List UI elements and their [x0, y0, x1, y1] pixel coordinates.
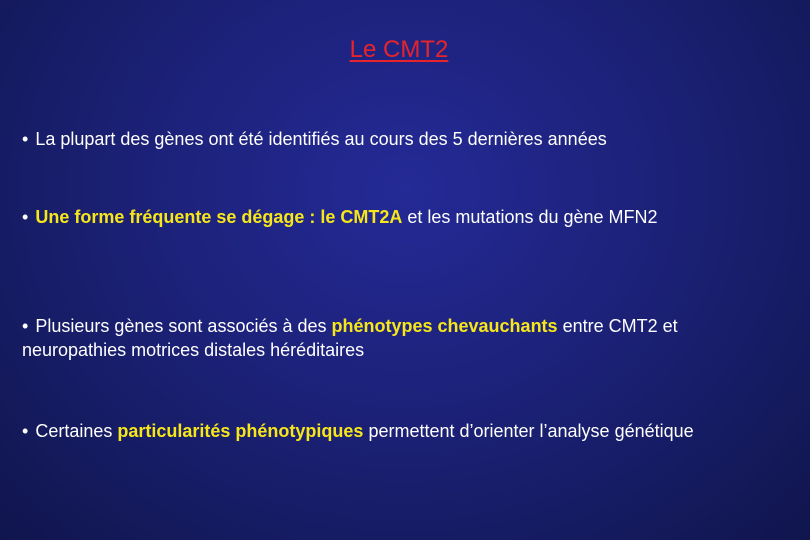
- bullet-highlight: Une forme fréquente se dégage : le CMT2A: [35, 207, 403, 227]
- bullet-icon: •: [22, 129, 29, 149]
- slide-title: Le CMT2: [349, 36, 449, 63]
- bullet-text-after: permettent d’orienter l’analyse génétique: [363, 421, 694, 441]
- bullet-item-2: [22, 205, 762, 229]
- bullet-highlight: particularités phénotypiques: [117, 421, 364, 441]
- bullet-highlight: phénotypes chevauchants: [331, 316, 558, 336]
- bullet-text-after: et les mutations du gène MFN2: [402, 207, 658, 227]
- bullet-text-before: Certaines: [35, 421, 118, 441]
- bullet-item-1: [22, 127, 762, 151]
- bullet-item-4: [22, 419, 762, 443]
- bullet-text: La plupart des gènes ont été identifiés au cours des 5 dernières années: [35, 129, 607, 149]
- bullet-icon: •: [22, 421, 29, 441]
- bullet-text-after: entre CMT2 et neuropathies motrices distales héréditaires: [22, 316, 678, 360]
- bullet-icon: •: [22, 316, 29, 336]
- bullet-item-3: [22, 314, 762, 362]
- bullet-text-before: Plusieurs gènes sont associés à des: [35, 316, 332, 336]
- bullet-icon: •: [22, 207, 29, 227]
